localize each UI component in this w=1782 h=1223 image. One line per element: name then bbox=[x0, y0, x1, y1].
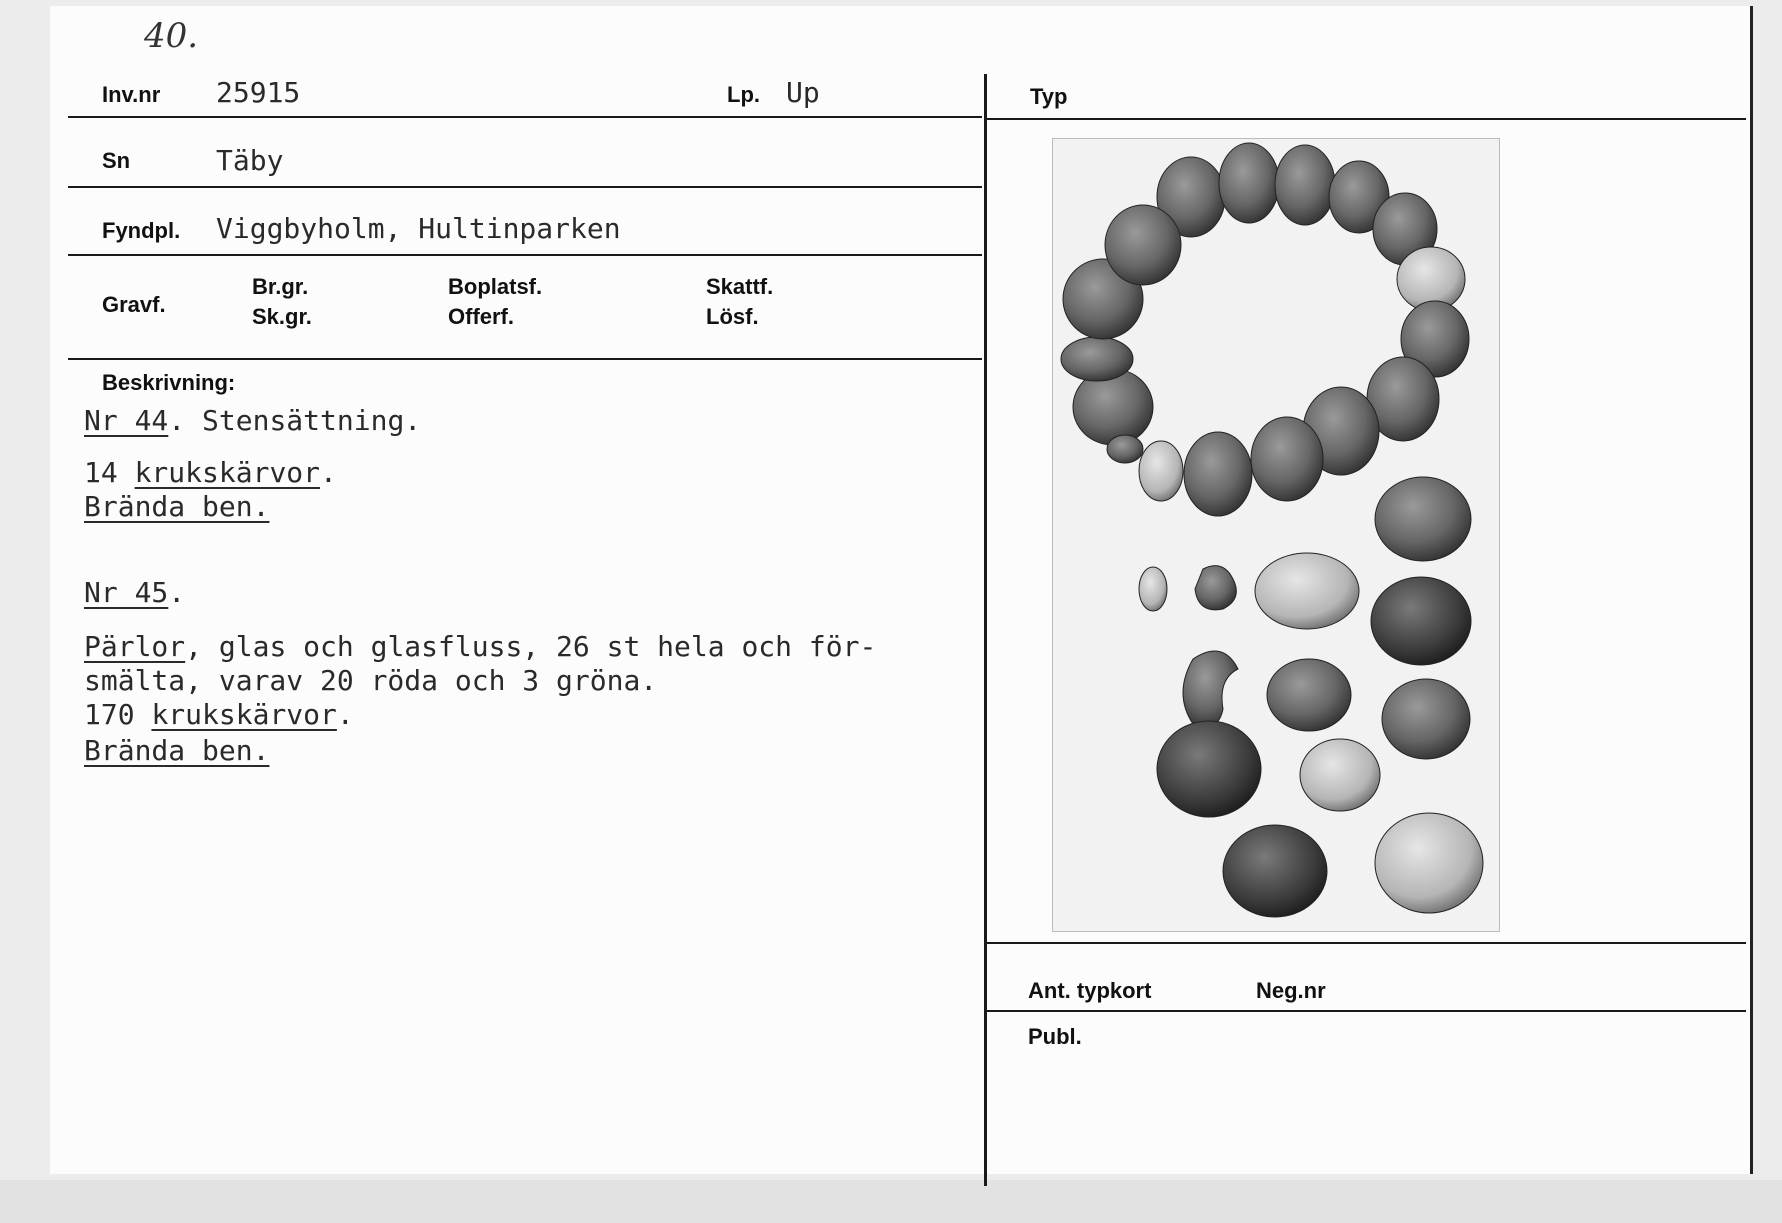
lp-label: Lp. bbox=[727, 82, 760, 107]
entry-number: Nr 44 bbox=[84, 404, 169, 437]
text: . bbox=[336, 698, 354, 731]
entry-number: Nr 45 bbox=[84, 576, 169, 609]
divider bbox=[986, 1010, 1746, 1012]
text: 14 bbox=[84, 456, 135, 489]
handwritten-number: 40. bbox=[144, 16, 199, 56]
typ-label: Typ bbox=[1030, 84, 1068, 109]
boplatsf-label: Boplatsf. bbox=[448, 274, 543, 299]
text: krukskärvor bbox=[151, 698, 337, 731]
description-line: smälta, varav 20 röda och 3 gröna. bbox=[84, 664, 658, 697]
skgr-label: Sk.gr. bbox=[252, 304, 312, 329]
text: , glas och glasfluss, 26 st hela och för- bbox=[185, 630, 877, 663]
description-line bbox=[84, 576, 185, 609]
skattf-label: Skattf. bbox=[706, 274, 774, 299]
divider bbox=[68, 254, 982, 256]
divider bbox=[68, 186, 982, 188]
text: Brända ben. bbox=[84, 490, 270, 523]
offerf-label: Offerf. bbox=[448, 304, 514, 329]
negnr-label: Neg.nr bbox=[1256, 978, 1326, 1003]
sn-value: Täby bbox=[216, 144, 284, 177]
divider bbox=[986, 118, 1746, 120]
description-line bbox=[84, 456, 337, 489]
sn-label: Sn bbox=[102, 148, 131, 173]
publ-label: Publ. bbox=[1028, 1024, 1082, 1049]
text: krukskärvor bbox=[134, 456, 321, 489]
scan-background bbox=[0, 1180, 1782, 1223]
description-line bbox=[84, 734, 269, 767]
text: Pärlor bbox=[84, 630, 186, 663]
text: 170 bbox=[84, 698, 152, 731]
divider bbox=[68, 116, 982, 118]
text: . bbox=[168, 576, 186, 609]
lp-value: Up bbox=[786, 76, 820, 109]
catalog-card bbox=[50, 6, 1753, 1174]
text: . Stensättning. bbox=[168, 404, 422, 437]
artifact-photo bbox=[1052, 138, 1500, 932]
inv-label: Inv.nr bbox=[102, 82, 161, 107]
gravf-label: Gravf. bbox=[102, 292, 166, 317]
description-line bbox=[84, 698, 354, 731]
text: . bbox=[320, 456, 337, 489]
beads-and-sherds-image bbox=[1053, 139, 1499, 931]
inv-value: 25915 bbox=[216, 76, 301, 109]
beskrivning-label: Beskrivning: bbox=[102, 370, 236, 395]
losf-label: Lösf. bbox=[706, 304, 759, 329]
fyndpl-value: Viggbyholm, Hultinparken bbox=[216, 212, 621, 245]
ant-typkort-label: Ant. typkort bbox=[1028, 978, 1152, 1003]
description-line bbox=[84, 404, 421, 437]
text: Brända ben. bbox=[84, 734, 270, 767]
fyndpl-label: Fyndpl. bbox=[102, 218, 181, 243]
divider bbox=[986, 942, 1746, 944]
brgr-label: Br.gr. bbox=[252, 274, 309, 299]
description-line bbox=[84, 630, 876, 663]
column-divider bbox=[984, 74, 987, 1186]
description-line bbox=[84, 490, 269, 523]
divider bbox=[68, 358, 982, 360]
